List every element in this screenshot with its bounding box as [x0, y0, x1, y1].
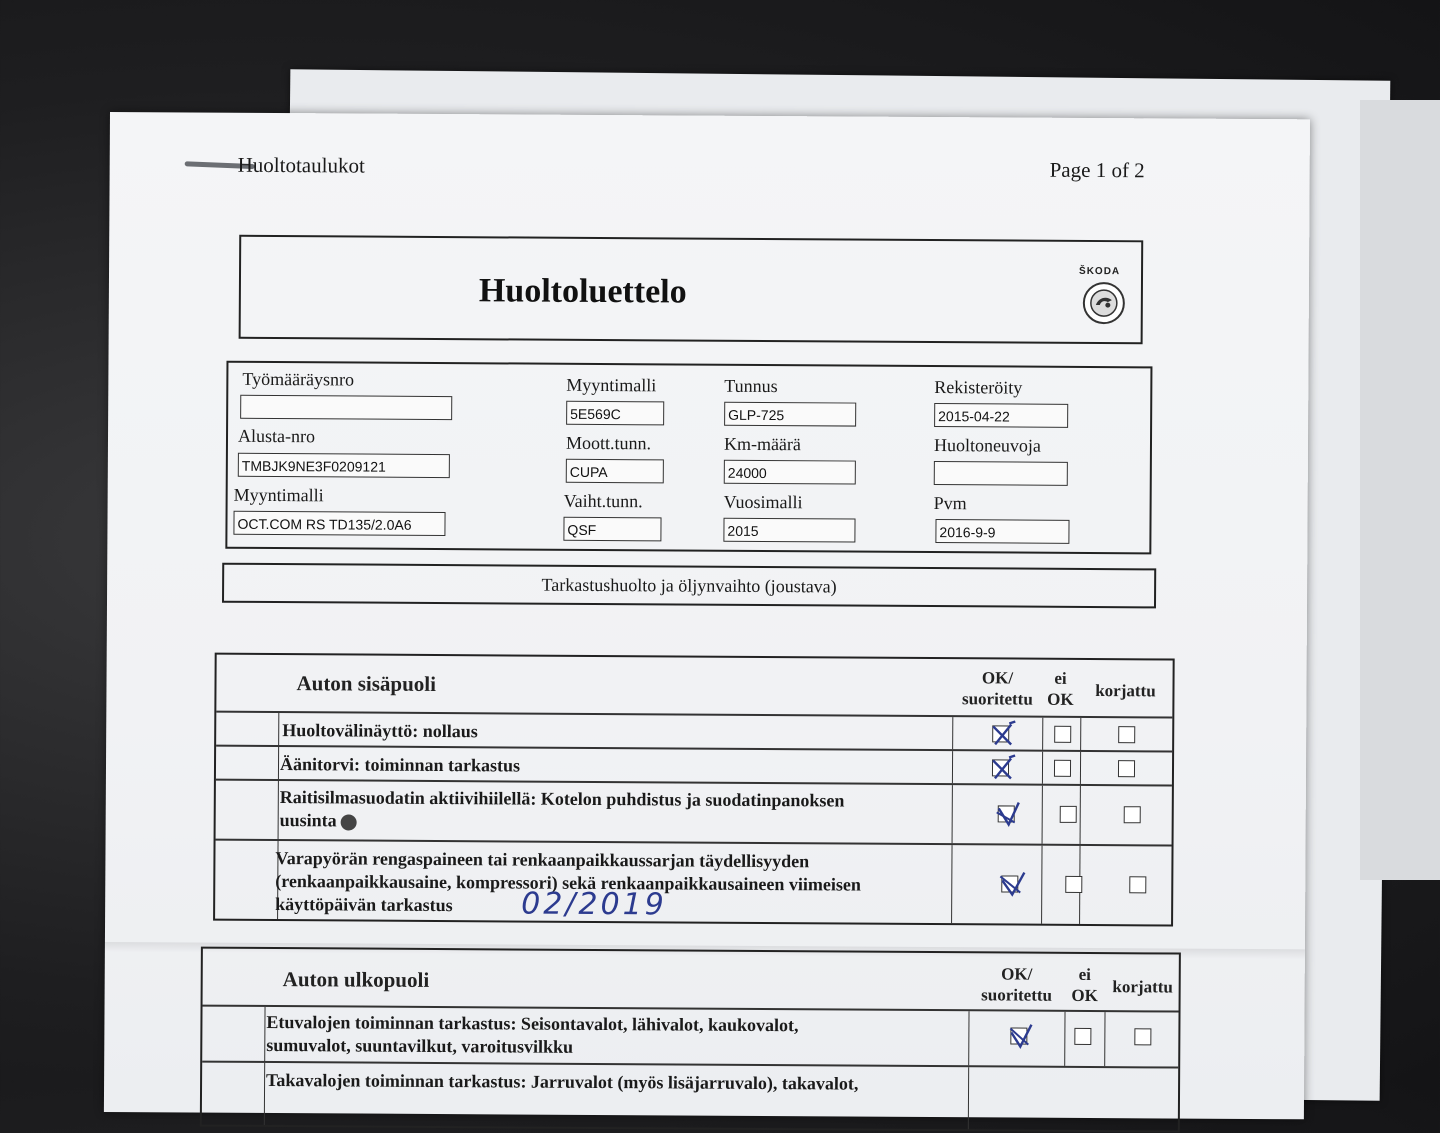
column-not-ok-line1: ei	[1054, 668, 1067, 688]
checkbox-ok[interactable]	[1001, 875, 1018, 892]
checkbox-fixed[interactable]	[1118, 760, 1135, 777]
cell-divider	[952, 785, 953, 843]
field-sales-model-name: OCT.COM RS TD135/2.0A6	[233, 511, 445, 536]
field-work-order	[240, 395, 452, 420]
cell-divider	[1080, 786, 1081, 844]
title-box	[239, 235, 1144, 345]
field-registered: 2015-04-22	[934, 403, 1068, 428]
checkbox-ok[interactable]	[1010, 1028, 1027, 1045]
service-document	[104, 112, 1310, 1119]
checkbox-ok[interactable]	[992, 725, 1009, 742]
cell-divider	[1042, 752, 1043, 784]
column-not-ok-line2: OK	[1047, 689, 1074, 709]
cell-divider	[951, 845, 952, 923]
cell-divider	[1104, 1012, 1105, 1066]
checkbox-fixed[interactable]	[1124, 806, 1141, 823]
label-sales-model: Myyntimalli	[566, 374, 657, 396]
label-advisor: Huoltoneuvoja	[933, 435, 1042, 456]
label-registered: Rekisteröity	[934, 377, 1023, 398]
cell-divider	[952, 717, 953, 749]
row-description-line	[280, 809, 845, 835]
check-mark-icon	[1007, 1022, 1035, 1050]
label-model-year: Vuosimalli	[723, 491, 803, 513]
row-description-text: uusinta	[279, 810, 337, 831]
row-description	[266, 1011, 798, 1060]
document-title: Huoltoluettelo	[478, 272, 687, 311]
header-title: Huoltotaulukot	[237, 152, 365, 178]
field-km: 24000	[724, 460, 856, 485]
cell-divider	[278, 747, 279, 779]
vehicle-info-box	[225, 361, 1152, 555]
row-description-line: Varapyörän rengaspaineen tai renkaanpaikkaussarjan täydellisyyden	[275, 848, 810, 872]
field-date: 2016-9-9	[935, 519, 1069, 544]
check-mark-icon	[989, 754, 1017, 782]
label-work-order: Työmääräysnro	[242, 368, 355, 390]
checkbox-not-ok[interactable]	[1065, 876, 1082, 893]
check-mark-icon	[998, 870, 1026, 898]
row-description: Huoltovälinäyttö: nollaus	[282, 720, 478, 742]
cell-divider	[968, 1067, 969, 1129]
cell-divider	[1080, 718, 1081, 750]
row-description-line: Etuvalojen toiminnan tarkastus: Seisontavalot, lähivalot, kaukovalot,	[266, 1011, 799, 1036]
check-mark-icon	[995, 800, 1023, 828]
service-type: Tarkastushuolto ja öljynvaihto (joustava)	[222, 563, 1156, 609]
checkbox-not-ok[interactable]	[1054, 726, 1071, 743]
checkbox-fixed[interactable]	[1118, 726, 1135, 743]
background-sheet-edge	[1360, 100, 1440, 880]
skoda-logo-icon	[1083, 282, 1125, 324]
row-description-line: Raitisilmasuodatin aktiivihiilellä: Kotelon puhdistus ja suodatinpanoksen	[279, 787, 845, 811]
column-ok-line2: suoritettu	[981, 985, 1053, 1005]
label-chassis: Alusta-nro	[237, 425, 316, 447]
check-mark-icon	[989, 720, 1017, 748]
checkbox-not-ok[interactable]	[1074, 1028, 1091, 1045]
interior-table-title: Auton sisäpuoli	[296, 671, 437, 697]
label-km: Km-määrä	[723, 433, 802, 455]
row-description-line: sumuvalot, suuntavilkut, varoitusvilkku	[266, 1034, 574, 1057]
label-sales-model-name: Myyntimalli	[233, 484, 324, 506]
label-date: Pvm	[933, 493, 967, 514]
cell-divider	[1041, 846, 1042, 924]
table-row	[202, 1005, 1178, 1067]
column-not-ok-line1: ei	[1078, 964, 1091, 985]
cell-divider	[952, 751, 953, 783]
column-not-ok-line2: OK	[1071, 985, 1098, 1006]
field-tunnus: GLP-725	[724, 402, 856, 427]
checkbox-not-ok[interactable]	[1060, 806, 1077, 823]
cell-divider	[1042, 718, 1043, 750]
checkbox-ok[interactable]	[998, 805, 1015, 822]
cell-divider	[968, 1011, 969, 1065]
table-row	[202, 1061, 1178, 1131]
table-row	[216, 779, 1172, 845]
table-row	[216, 745, 1172, 785]
checkbox-fixed[interactable]	[1134, 1028, 1151, 1045]
column-fixed-header: korjattu	[1112, 977, 1173, 997]
column-not-ok-header	[1065, 964, 1105, 1006]
field-chassis: TMBJK9NE3F0209121	[238, 453, 450, 478]
field-gearbox-code: QSF	[563, 517, 661, 542]
exterior-table-title: Auton ulkopuoli	[282, 967, 430, 992]
column-ok-line1: OK/	[1001, 964, 1033, 984]
column-ok-header	[969, 963, 1065, 1006]
column-not-ok-header	[1042, 668, 1078, 710]
field-model-year: 2015	[723, 518, 855, 543]
table-row	[215, 839, 1171, 925]
row-description	[280, 786, 845, 835]
field-sales-model: 5E569C	[566, 401, 664, 426]
page-indicator: Page 1 of 2	[1049, 157, 1145, 183]
table-row	[216, 711, 1172, 751]
field-advisor	[934, 461, 1068, 486]
cell-divider	[278, 713, 279, 745]
cell-divider	[1080, 752, 1081, 784]
column-ok-line2: suoritettu	[961, 689, 1033, 709]
cell-divider	[264, 1063, 265, 1125]
checkbox-ok[interactable]	[992, 759, 1009, 776]
cell-divider	[1042, 786, 1043, 844]
column-ok-header	[952, 667, 1042, 710]
column-ok-line1: OK/	[981, 668, 1014, 688]
checkbox-fixed[interactable]	[1129, 876, 1146, 893]
label-engine-code: Moott.tunn.	[565, 432, 652, 454]
label-tunnus: Tunnus	[724, 375, 778, 397]
brand-name: ŠKODA	[1079, 265, 1121, 278]
row-description-line: (renkaanpaikkausaine, kompressori) sekä renkaanpaikkausaineen viimeisen	[275, 871, 861, 895]
row-description-line: käyttöpäivän tarkastus	[275, 894, 453, 916]
interior-checklist-table	[213, 653, 1175, 927]
field-engine-code: CUPA	[566, 459, 664, 484]
handwritten-expiry-date: 02/2019	[521, 886, 667, 923]
cell-divider	[1064, 1012, 1065, 1066]
column-fixed-header: korjattu	[1095, 681, 1156, 701]
checkbox-not-ok[interactable]	[1054, 760, 1071, 777]
label-gearbox-code: Vaiht.tunn.	[563, 490, 643, 512]
row-description: Takavalojen toiminnan tarkastus: Jarruvalot (myös lisäjarruvalo), takavalot,	[266, 1069, 859, 1094]
row-description: Äänitorvi: toiminnan tarkastus	[279, 754, 521, 776]
exterior-checklist-table	[200, 947, 1181, 1133]
symbol-dot-icon	[341, 814, 357, 830]
